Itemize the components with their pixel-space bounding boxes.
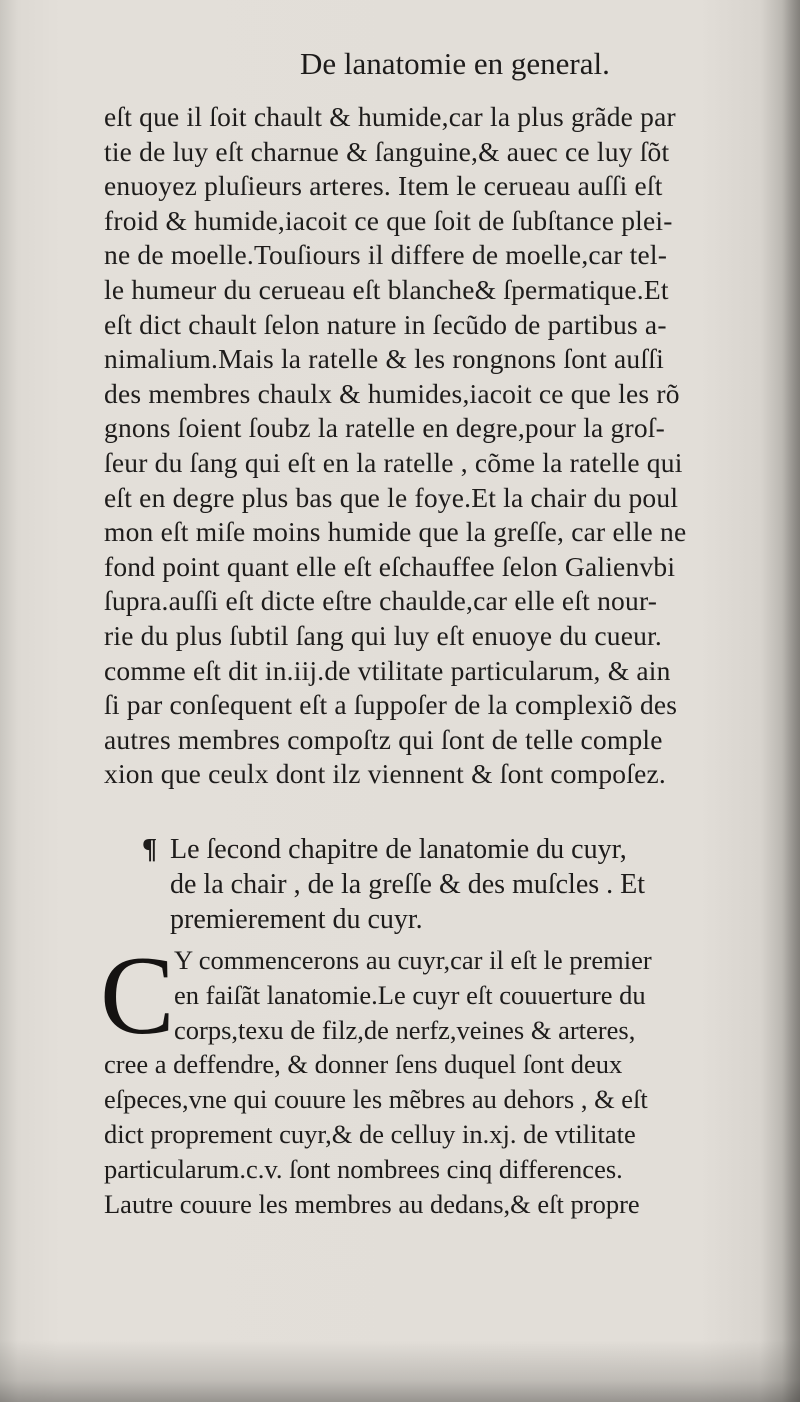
text-line: corps,texu de filz,de nerfz,veines & arteres, bbox=[174, 1014, 636, 1045]
text-line: rie du plus ſubtil ſang qui luy eſt enuoye du cueur. bbox=[104, 619, 663, 651]
text-line: ne de moelle.Touſiours il differe de moelle,car tel- bbox=[104, 239, 668, 271]
text-line: particularum.c.v. ſont nombrees cinq differences. bbox=[104, 1153, 623, 1184]
text-line: eſt en degre plus bas que le foye.Et la chair du poul bbox=[104, 481, 679, 513]
drop-cap-initial: C bbox=[100, 934, 175, 1058]
text-line: Lautre couure les membres au dedans,& eſt propre bbox=[104, 1188, 640, 1219]
text-line: gnons ſoient ſoubz la ratelle en degre,pour la groſ- bbox=[104, 412, 665, 444]
chapter-heading-line: premierement du cuyr. bbox=[170, 904, 423, 935]
text-line: le humeur du cerueau eſt blanche& ſpermatique.Et bbox=[104, 273, 669, 305]
text-line: eſpeces,vne qui couure les mẽbres au dehors , & eſt bbox=[104, 1084, 648, 1115]
text-line: nimalium.Mais la ratelle & les rongnons ſont auſſi bbox=[104, 343, 664, 375]
text-line: mon eſt miſe moins humide que la greſſe, car elle ne bbox=[104, 516, 687, 548]
text-line: des membres chaulx & humides,iacoit ce que les rõ bbox=[104, 377, 680, 409]
text-line: froid & humide,iacoit ce que ſoit de ſubſtance plei- bbox=[104, 204, 673, 236]
text-line: autres membres compoſtz qui ſont de telle comple bbox=[104, 723, 663, 755]
page-gutter-shadow bbox=[782, 0, 800, 1402]
text-line: ſeur du ſang qui eſt en la ratelle , cõme la ratelle qui bbox=[104, 446, 683, 478]
text-line: eſt dict chault ſelon nature in ſecũdo de partibus a- bbox=[104, 308, 667, 340]
text-line: dict proprement cuyr,& de celluy in.xj. de vtilitate bbox=[104, 1118, 636, 1149]
text-line: tie de luy eſt charnue & ſanguine,& auec ce luy ſõt bbox=[104, 135, 670, 167]
text-line: xion que ceulx dont ilz viennent & ſont compoſez. bbox=[104, 758, 666, 790]
chapter-heading-line: de la chair , de la greſſe & des muſcles . Et bbox=[170, 869, 646, 900]
chapter-body-paragraph bbox=[104, 943, 764, 1221]
text-line: ſupra.auſſi eſt dicte eſtre chaulde,car elle eſt nour- bbox=[104, 585, 658, 617]
text-line: fond point quant elle eſt eſchauffee ſelon Galienvbi bbox=[104, 550, 676, 582]
text-line: comme eſt dit in.iij.de vtilitate particularum, & ain bbox=[104, 654, 671, 686]
page-bottom-shadow bbox=[0, 1340, 800, 1402]
pilcrow-mark: ¶ bbox=[142, 834, 158, 865]
text-line: cree a deffendre, & donner ſens duquel ſont deux bbox=[104, 1049, 623, 1080]
text-line: ſi par conſequent eſt a ſuppoſer de la complexiõ des bbox=[104, 689, 678, 721]
text-line: eſt que il ſoit chault & humide,car la plus grãde par bbox=[104, 101, 676, 132]
chapter-heading bbox=[142, 832, 762, 937]
text-line: enuoyez pluſieurs arteres. Item le cerueau auſſi eſt bbox=[104, 170, 663, 202]
running-head: De lanatomie en general. bbox=[300, 46, 610, 81]
text-line: Y commencerons au cuyr,car il eſt le premier bbox=[174, 945, 652, 975]
text-line: en faiſãt lanatomie.Le cuyr eſt couuerture du bbox=[174, 979, 646, 1010]
chapter-heading-line: Le ſecond chapitre de lanatomie du cuyr, bbox=[170, 834, 627, 865]
body-paragraph bbox=[104, 100, 764, 792]
